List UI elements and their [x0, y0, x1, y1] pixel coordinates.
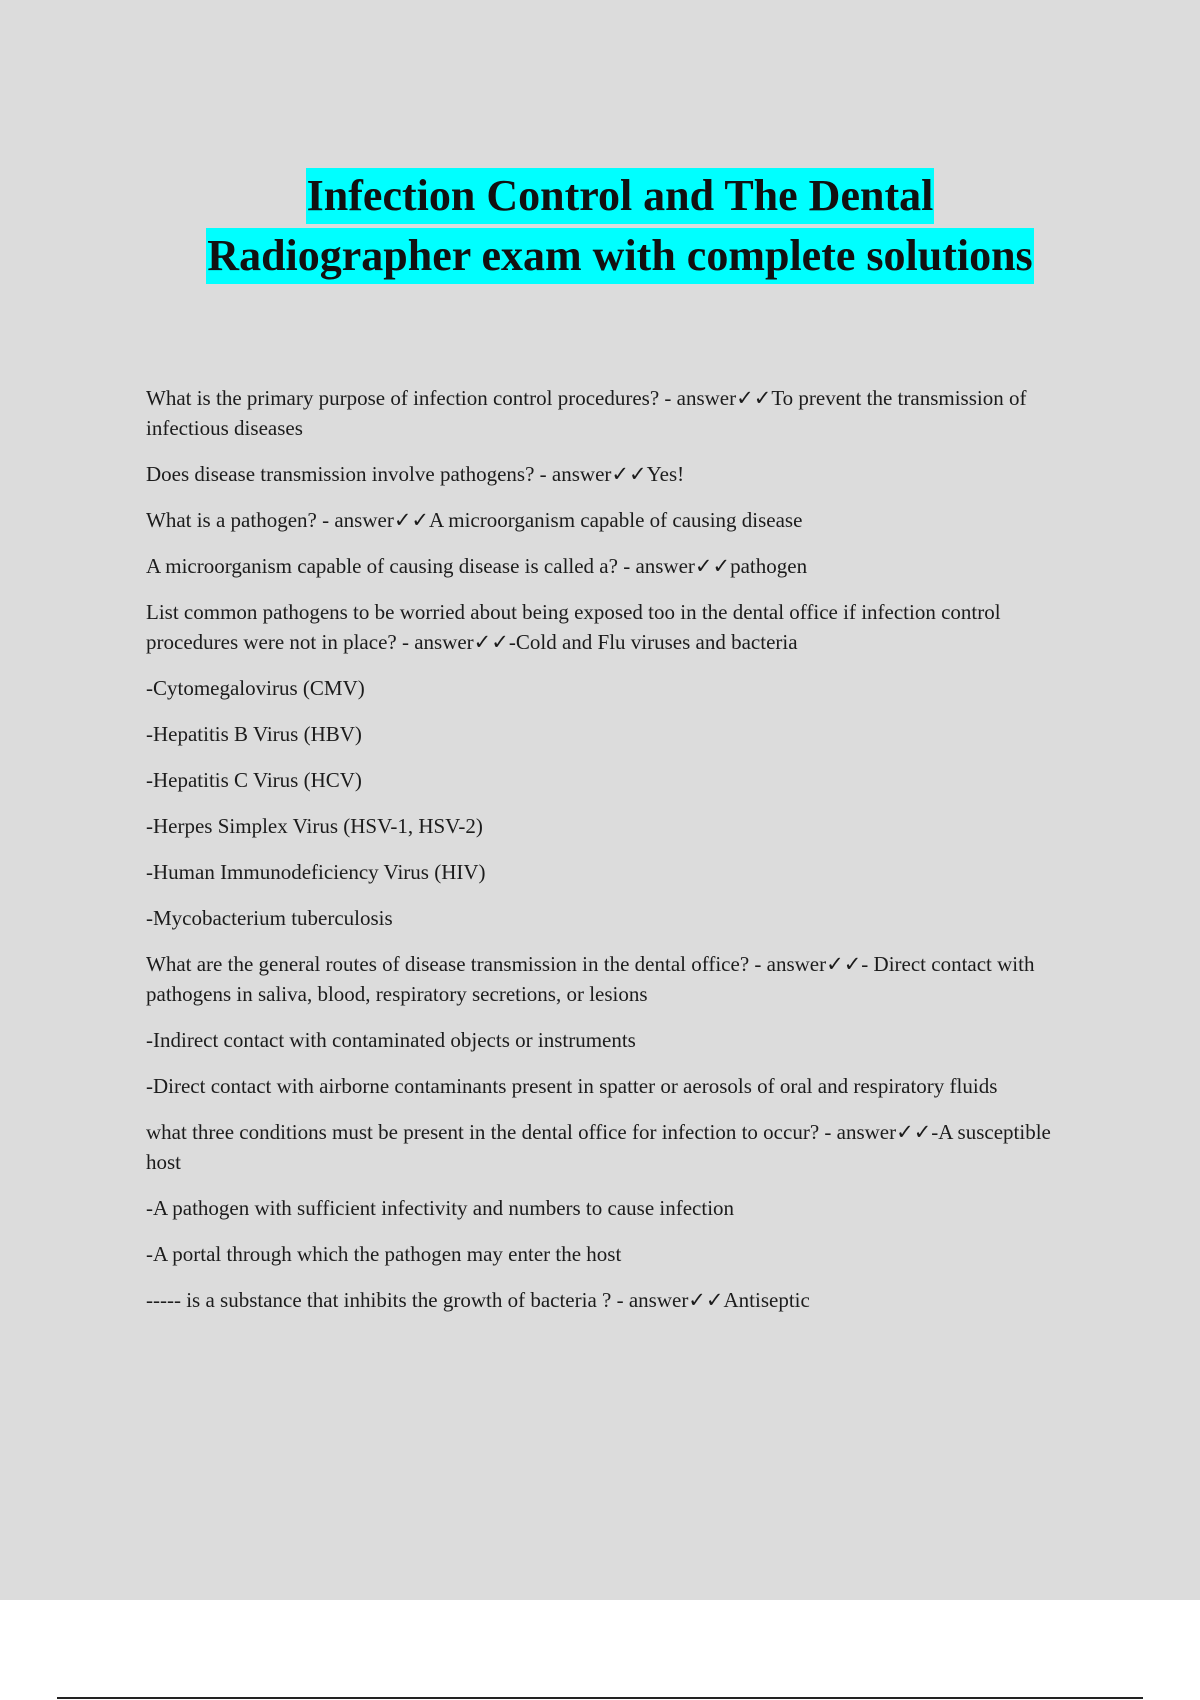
- document-title: [0, 168, 1200, 284]
- qa-item: What is a pathogen? - answer✓✓A microorganism capable of causing disease: [146, 508, 803, 532]
- qa-list-item: -A pathogen with sufficient infectivity and numbers to cause infection: [146, 1196, 735, 1220]
- qa-list-item: -Cytomegalovirus (CMV): [146, 676, 365, 700]
- qa-list-item: -A portal through which the pathogen may enter the host: [146, 1242, 622, 1266]
- qa-list-item: -Indirect contact with contaminated objects or instruments: [146, 1028, 636, 1052]
- title-line-2: Radiographer exam with complete solutions: [206, 228, 1033, 284]
- qa-item: ----- is a substance that inhibits the growth of bacteria ? - answer✓✓Antiseptic: [146, 1288, 810, 1312]
- title-line-1: Infection Control and The Dental: [306, 168, 935, 224]
- qa-list-item: -Herpes Simplex Virus (HSV-1, HSV-2): [146, 814, 483, 838]
- qa-item: What is the primary purpose of infection control procedures? - answer✓✓To prevent the transmission of infectious diseases: [146, 386, 1027, 440]
- qa-item: A microorganism capable of causing disease is called a? - answer✓✓pathogen: [146, 554, 808, 578]
- footer-divider: [57, 1697, 1143, 1699]
- qa-list-item: -Hepatitis C Virus (HCV): [146, 768, 362, 792]
- qa-item: List common pathogens to be worried about being exposed too in the dental office if infection control procedures were not in place? - answer✓✓-Cold and Flu viruses and bacteria: [146, 600, 1001, 654]
- qa-item: What are the general routes of disease transmission in the dental office? - answer✓✓- Direct contact with pathogens in saliva, blood, respiratory secretions, or lesions: [146, 952, 1035, 1006]
- qa-list-item: -Mycobacterium tuberculosis: [146, 906, 393, 930]
- qa-item: Does disease transmission involve pathogens? - answer✓✓Yes!: [146, 462, 685, 486]
- qa-list-item: -Direct contact with airborne contaminants present in spatter or aerosols of oral and respiratory fluids: [146, 1074, 998, 1098]
- qa-list-item: -Human Immunodeficiency Virus (HIV): [146, 860, 486, 884]
- qa-list-item: -Hepatitis B Virus (HBV): [146, 722, 362, 746]
- question-answer-list: [146, 383, 1076, 1331]
- qa-item: what three conditions must be present in the dental office for infection to occur? - answer✓✓-A susceptible host: [146, 1120, 1051, 1174]
